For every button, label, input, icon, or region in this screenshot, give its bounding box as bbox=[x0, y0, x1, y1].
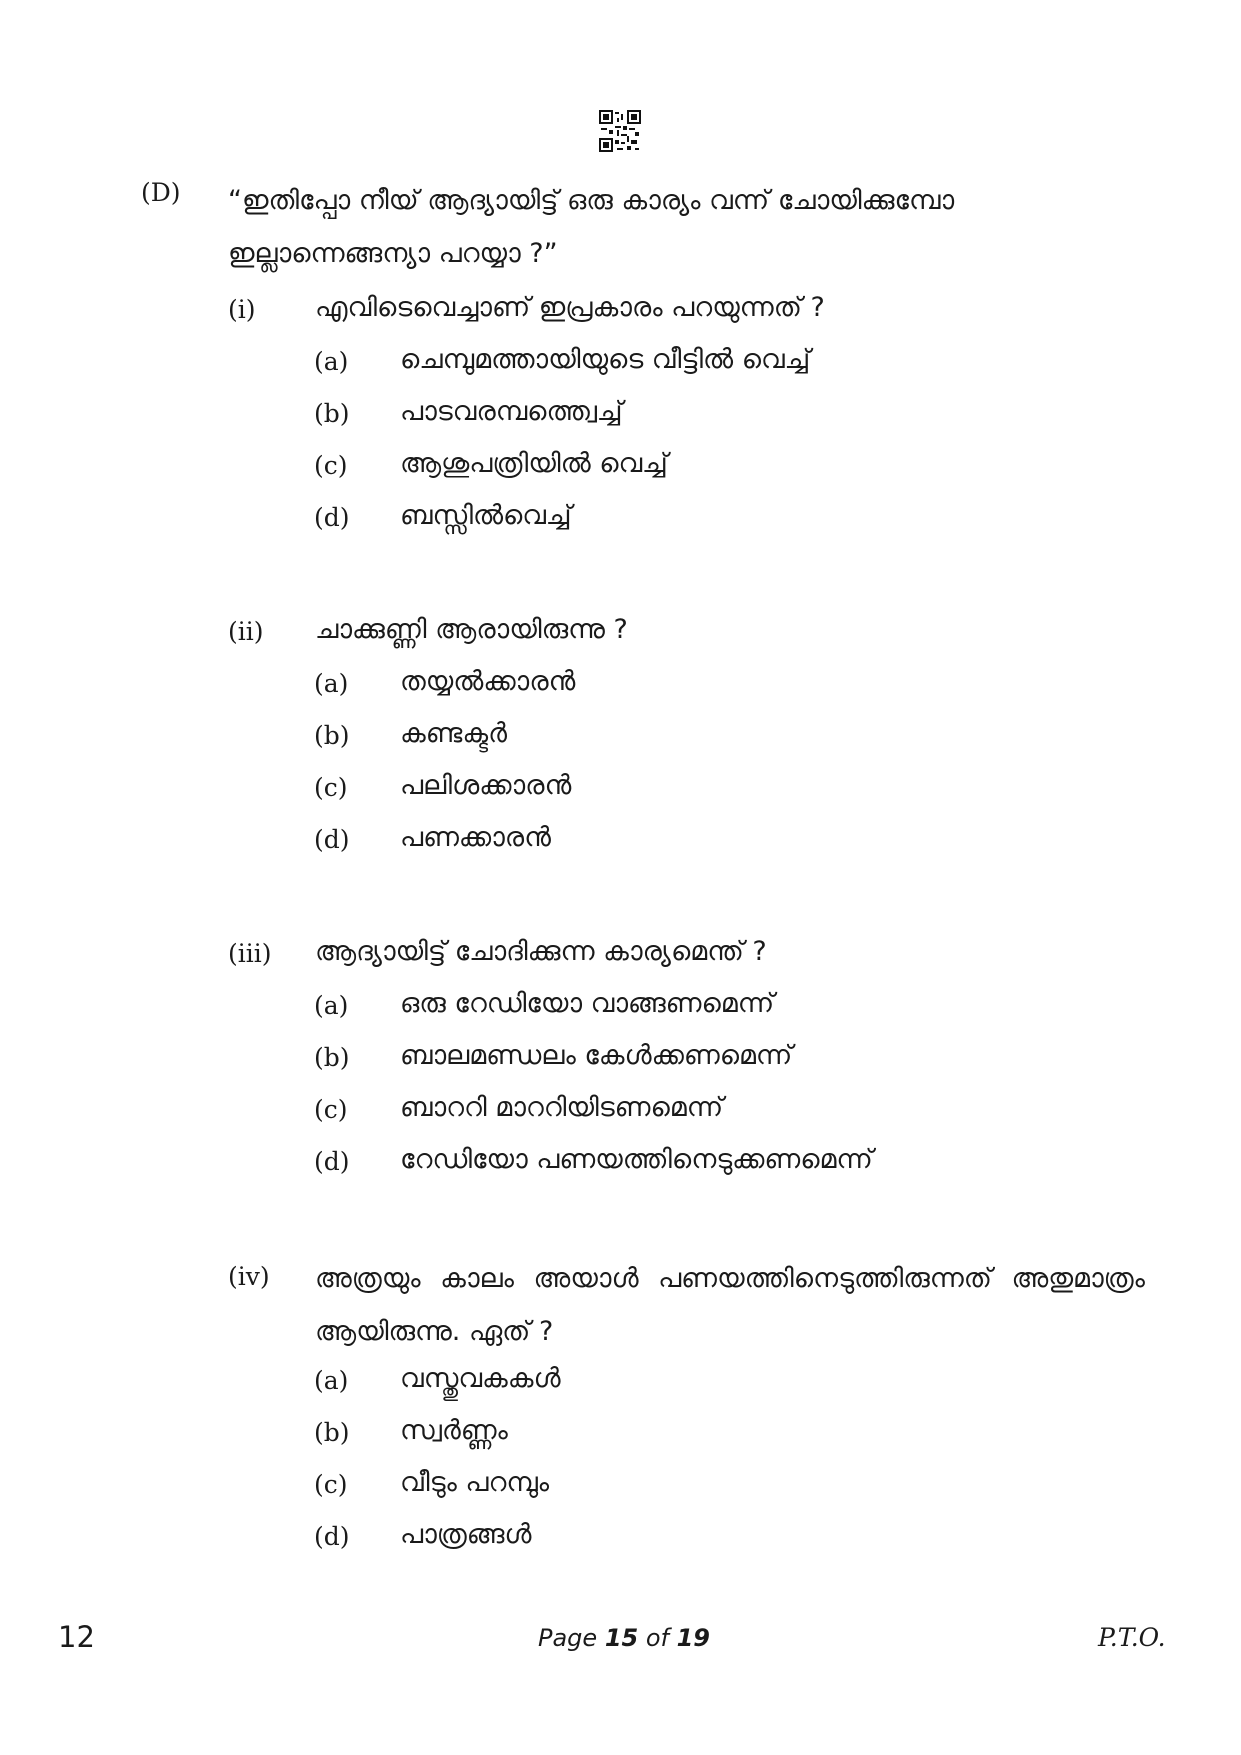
option-iv-b-text: സ്വർണ്ണം bbox=[400, 1415, 508, 1446]
page-prefix: Page bbox=[538, 1624, 605, 1652]
option-i-d-label: (d) bbox=[314, 503, 350, 532]
option-iii-c-text: ബാററി മാററിയിടണമെന്ന് bbox=[400, 1092, 724, 1123]
page-current: 15 bbox=[604, 1624, 639, 1652]
paper-code: 12 bbox=[58, 1620, 95, 1654]
option-ii-c-label: (c) bbox=[314, 773, 348, 802]
option-iii-c-label: (c) bbox=[314, 1095, 348, 1124]
page-total: 19 bbox=[676, 1624, 711, 1652]
option-ii-d-label: (d) bbox=[314, 825, 350, 854]
pto-marker: P.T.O. bbox=[1098, 1623, 1166, 1652]
option-i-a-label: (a) bbox=[314, 347, 349, 376]
option-iii-d-label: (d) bbox=[314, 1147, 350, 1176]
option-iv-d-text: പാത്രങ്ങൾ bbox=[400, 1519, 532, 1550]
page-number bbox=[538, 1624, 710, 1652]
option-ii-b-text: കണ്ടക്ടർ bbox=[400, 718, 507, 749]
question-d-label: (D) bbox=[141, 178, 181, 207]
option-iv-a-label: (a) bbox=[314, 1366, 349, 1395]
option-iv-c-text: വീടും പറമ്പും bbox=[400, 1467, 550, 1498]
qr-code-icon bbox=[599, 110, 641, 152]
option-iii-a-text: ഒരു റേഡിയോ വാങ്ങണമെന്ന് bbox=[400, 988, 775, 1019]
subquestion-iii-label: (iii) bbox=[228, 939, 272, 968]
option-i-c-label: (c) bbox=[314, 451, 348, 480]
subquestion-iv-label: (iv) bbox=[228, 1262, 270, 1291]
subquestion-iii-text: ആദ്യായിട്ട് ചോദിക്കുന്ന കാര്യമെന്ത് ? bbox=[315, 936, 767, 967]
option-iv-d-label: (d) bbox=[314, 1522, 350, 1551]
option-i-a-text: ചെമ്പുമത്തായിയുടെ വീട്ടിൽ വെച്ച് bbox=[400, 344, 811, 375]
option-ii-a-text: തയ്യൽക്കാരൻ bbox=[400, 666, 576, 697]
option-iv-b-label: (b) bbox=[314, 1418, 350, 1447]
subquestion-i-text: എവിടെവെച്ചാണ് ഇപ്രകാരം പറയുന്നത് ? bbox=[315, 292, 825, 323]
option-ii-c-text: പലിശക്കാരൻ bbox=[400, 770, 572, 801]
subquestion-ii-label: (ii) bbox=[228, 617, 264, 646]
option-ii-a-label: (a) bbox=[314, 669, 349, 698]
option-i-c-text: ആശുപത്രിയിൽ വെച്ച് bbox=[400, 448, 668, 479]
option-i-b-text: പാടവരമ്പത്ത്വെച്ച് bbox=[400, 396, 623, 427]
subquestion-ii-text: ചാക്കുണ്ണി ആരായിരുന്നു ? bbox=[315, 614, 628, 645]
option-iv-c-label: (c) bbox=[314, 1470, 348, 1499]
option-iii-a-label: (a) bbox=[314, 991, 349, 1020]
question-d-text: “ഇതിപ്പോ നീയ് ആദ്യായിട്ട് ഒരു കാര്യം വന്ന് ചോയിക്കുമ്പോ ഇല്ലാന്നെങ്ങന്യാ പറയ്യാ ?” bbox=[228, 185, 955, 269]
option-i-b-label: (b) bbox=[314, 399, 350, 428]
option-ii-b-label: (b) bbox=[314, 721, 350, 750]
subquestion-iv-text: അത്രയും കാലം അയാൾ പണയത്തിനെടുത്തിരുന്നത് അതുമാത്രം ആയിരുന്നു. ഏത് ? bbox=[315, 1263, 1145, 1347]
page-of: of bbox=[638, 1624, 677, 1652]
option-iii-d-text: റേഡിയോ പണയത്തിനെടുക്കണമെന്ന് bbox=[400, 1144, 873, 1175]
option-iv-a-text: വസ്തുവകകൾ bbox=[400, 1363, 561, 1394]
option-iii-b-label: (b) bbox=[314, 1043, 350, 1072]
subquestion-i-label: (i) bbox=[228, 295, 256, 324]
option-iii-b-text: ബാലമണ്ഡലം കേൾക്കണമെന്ന് bbox=[400, 1040, 793, 1071]
option-ii-d-text: പണക്കാരൻ bbox=[400, 822, 551, 853]
option-i-d-text: ബസ്സിൽവെച്ച് bbox=[400, 500, 572, 531]
